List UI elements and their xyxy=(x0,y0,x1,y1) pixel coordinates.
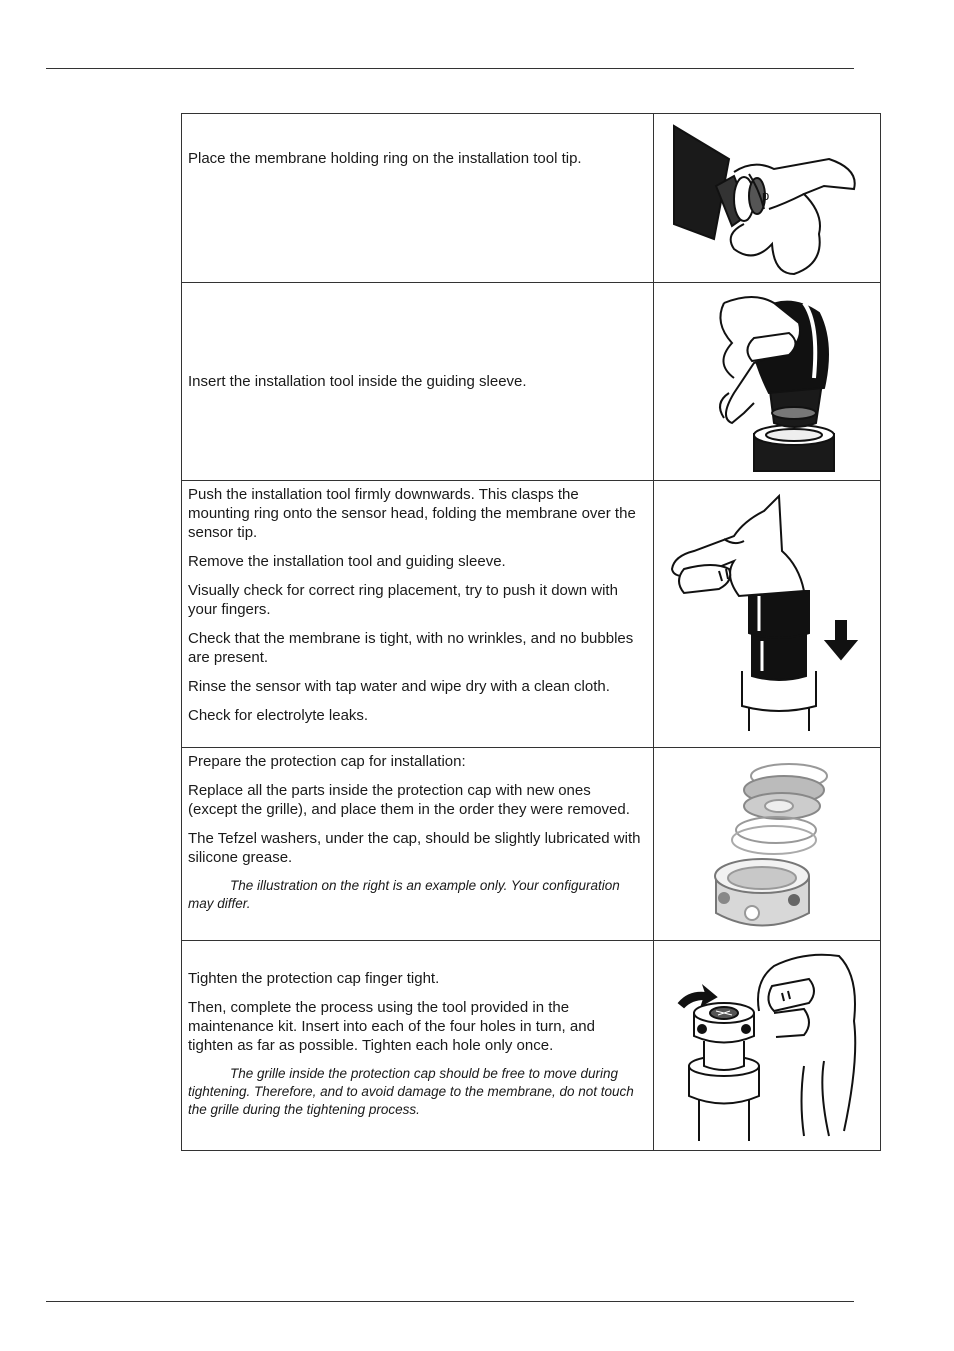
step-text-cell xyxy=(182,481,654,748)
step-text-cell xyxy=(182,114,654,283)
step-text-cell xyxy=(182,283,654,481)
step-paragraph: Check that the membrane is tight, with no wrinkles, and no bubbles are present. xyxy=(188,630,634,666)
table-row xyxy=(182,748,881,941)
step-paragraph: Replace all the parts inside the protection cap with new ones (except the grille), and place them in the order they were removed. xyxy=(188,782,630,818)
step-illustration-cell xyxy=(654,283,881,481)
step-paragraph: Push the installation tool firmly downwards. This clasps the mounting ring onto the sensor head, folding the membrane over the sensor tip. xyxy=(188,486,636,541)
figure-label: p xyxy=(762,188,770,203)
step-paragraph: Then, complete the process using the tool provided in the maintenance kit. Insert into each of the four holes in turn, and tighten as far as possible. Tighten each hole only once. xyxy=(188,999,595,1054)
table-row xyxy=(182,941,881,1151)
step-paragraph: Place the membrane holding ring on the installation tool tip. xyxy=(188,150,582,167)
step-illustration-cell xyxy=(654,941,881,1151)
step-note: The illustration on the right is an example only. Your configuration may differ. xyxy=(188,878,620,911)
step-paragraph: Tighten the protection cap finger tight. xyxy=(188,970,440,987)
hand-pushing-down-icon xyxy=(654,481,880,747)
table-row xyxy=(182,283,881,481)
footer-rule xyxy=(46,1301,854,1302)
header-rule xyxy=(46,68,854,69)
step-paragraph: Check for electrolyte leaks. xyxy=(188,707,369,724)
step-text-cell xyxy=(182,941,654,1151)
step-note: The grille inside the protection cap should be free to move during tightening. Therefore, and to avoid damage to the membrane, do not touch the grille during the tightening process. xyxy=(188,1066,634,1117)
hand-tightening-cap-icon xyxy=(654,941,880,1150)
hand-inserting-tool-icon xyxy=(654,283,880,480)
instruction-table xyxy=(181,113,881,1151)
step-paragraph: Visually check for correct ring placement, try to push it down with your fingers. xyxy=(188,582,618,618)
step-paragraph: Insert the installation tool inside the guiding sleeve. xyxy=(188,373,527,390)
table-row xyxy=(182,481,881,748)
step-text-cell xyxy=(182,748,654,941)
fingers-placing-ring-icon xyxy=(654,114,880,282)
step-illustration-cell xyxy=(654,114,881,283)
protection-cap-exploded-icon xyxy=(654,748,880,940)
table-row xyxy=(182,114,881,283)
step-illustration-cell xyxy=(654,748,881,941)
step-paragraph: Prepare the protection cap for installation: xyxy=(188,753,466,770)
step-paragraph: Remove the installation tool and guiding sleeve. xyxy=(188,553,506,570)
step-illustration-cell xyxy=(654,481,881,748)
step-paragraph: Rinse the sensor with tap water and wipe dry with a clean cloth. xyxy=(188,678,610,695)
step-paragraph: The Tefzel washers, under the cap, should be slightly lubricated with silicone grease. xyxy=(188,830,641,866)
